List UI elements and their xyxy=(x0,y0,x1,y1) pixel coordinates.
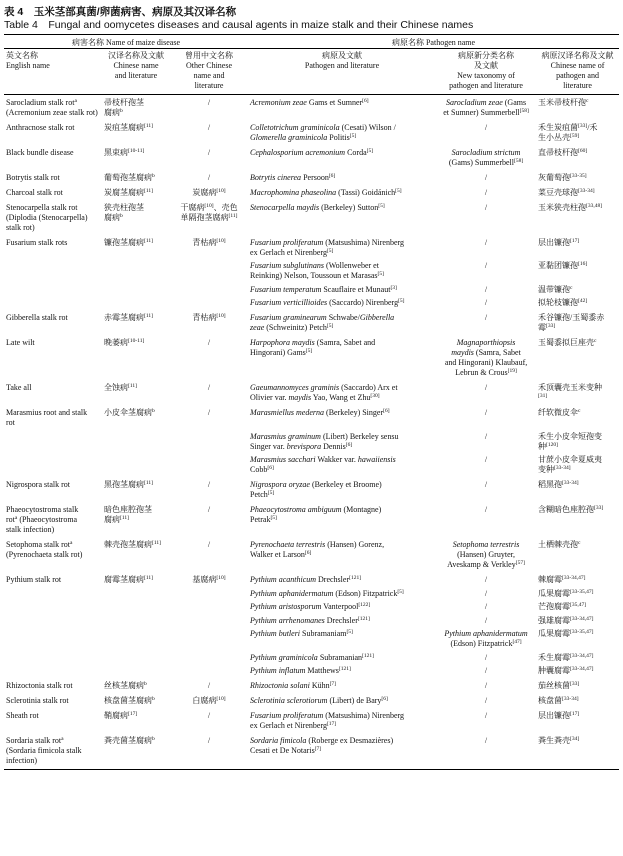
col-header-new-taxonomy: 病原新分类名称 及文献 New taxonomy of pathogen and literature xyxy=(436,49,536,95)
table-row xyxy=(4,709,619,734)
english-name-cell: Fusarium stalk rots xyxy=(6,237,68,247)
new-taxonomy-cell: / xyxy=(436,734,536,770)
new-taxonomy-cell: Pythium aphanidermatum (Edson) Fitzpatrick[47] xyxy=(444,629,528,648)
table-row xyxy=(4,297,619,311)
other-chinese-name-cell xyxy=(170,601,248,615)
table-row xyxy=(4,145,619,170)
table-row xyxy=(4,381,619,406)
other-chinese-name-cell: / xyxy=(207,338,211,347)
english-name-cell: Setophoma stalk rot$^a$ (Pyrenochaeta stalk rot) xyxy=(6,540,83,559)
other-chinese-name-cell: 白腐病[10] xyxy=(192,696,226,705)
pathogen-cell: Marasmius graminum (Libert) Berkeley sensu Singer var. brevispora Dennis[6] xyxy=(250,431,399,451)
other-chinese-name-cell: / xyxy=(207,122,211,132)
pathogen-chinese-name-cell: 纤软微皮伞$^c$ xyxy=(538,408,581,417)
table-row xyxy=(4,694,619,709)
table-row xyxy=(4,734,619,770)
pathogen-cell: Fusarium graminearum Schwabe/Gibberella zeae (Schweinitz) Petch[5] xyxy=(250,313,395,332)
pathogen-cell: Fusarium proliferatum (Matsushima) Nirenberg ex Gerlach et Nirenberg[17] xyxy=(250,711,405,730)
pathogen-cell: Acremonium zeae Gams et Sumner[6] xyxy=(250,97,369,107)
new-taxonomy-cell: / xyxy=(484,588,488,598)
chinese-name-cell xyxy=(102,588,170,602)
other-chinese-name-cell xyxy=(170,297,248,311)
new-taxonomy-cell: / xyxy=(484,615,488,625)
pathogen-chinese-name-cell: 禾生小皮伞短孢变 种[120] xyxy=(538,431,603,451)
pathogen-chinese-name-cell: 稻黑孢[33-34] xyxy=(538,480,579,489)
table-row xyxy=(4,185,619,200)
new-taxonomy-cell: / xyxy=(484,652,488,662)
pathogen-cell: Phaeocytostroma ambiguum (Montagne) Petrak[5] xyxy=(250,505,382,524)
pathogen-cell: Fusarium verticillioides (Saccardo) Nirenberg[5] xyxy=(250,298,405,307)
new-taxonomy-cell: / xyxy=(484,666,488,675)
new-taxonomy-cell: / xyxy=(484,408,488,417)
pathogen-chinese-name-cell: 瓜果腐霉[33-35,47] xyxy=(538,588,594,598)
new-taxonomy-cell: Sarocladium strictum (Gams) Summerbell[58] xyxy=(448,147,524,167)
english-name-cell: Gibberella stalk rot xyxy=(6,313,68,322)
chinese-name-cell: 葡萄孢茎腐病$^b$ xyxy=(104,172,155,182)
pathogen-chinese-name-cell: 灰葡萄孢[33-35] xyxy=(538,172,587,182)
pathogen-cell: Fusarium proliferatum (Matsushima) Nirenberg ex Gerlach et Nirenberg[5] xyxy=(250,237,405,257)
other-chinese-name-cell xyxy=(170,665,248,679)
other-chinese-name-cell xyxy=(170,260,248,284)
other-chinese-name-cell xyxy=(170,615,248,629)
chinese-name-cell: 赤霉茎腐病[11] xyxy=(104,313,153,322)
table-row xyxy=(4,95,619,121)
chinese-name-cell xyxy=(102,297,170,311)
chinese-name-cell: 晚萎病[10-11] xyxy=(104,338,145,347)
chinese-name-cell xyxy=(102,615,170,629)
english-name-cell: Sclerotinia stalk rot xyxy=(6,696,69,705)
new-taxonomy-cell: / xyxy=(484,383,488,392)
new-taxonomy-cell: / xyxy=(484,172,488,182)
pathogen-cell: Marasmiellus mederna (Berkeley) Singer[6] xyxy=(250,408,390,417)
chinese-name-cell xyxy=(102,652,170,666)
table-row xyxy=(4,503,619,538)
english-name-cell: Nigrospora stalk rot xyxy=(6,480,70,489)
new-taxonomy-cell: Magnaporthiopsis maydis (Samra, Sabet and Hingorani) Klaubauf, Lebrun & Crous[19] xyxy=(444,338,528,377)
new-taxonomy-cell: / xyxy=(484,575,488,584)
table-row xyxy=(4,652,619,666)
new-taxonomy-cell: / xyxy=(484,313,488,322)
chinese-name-cell: 棘壳孢茎腐病[11] xyxy=(104,540,161,549)
pathogen-chinese-name-cell: 拟轮枝镰孢[42] xyxy=(538,298,588,307)
pathogen-cell: Macrophomina phaseolina (Tassi) Goidánich[5] xyxy=(250,187,402,197)
other-chinese-name-cell xyxy=(170,431,248,455)
other-chinese-name-cell: 青枯病[10] xyxy=(192,237,226,247)
col-header-english-name: 英文名称 English name xyxy=(4,49,102,95)
col-header-other-chinese-name: 曾用中文名称 Other Chinese name and literature xyxy=(170,49,248,95)
chinese-name-cell: 狭壳柱孢茎 腐病$^b$ xyxy=(104,202,144,222)
pathogen-cell: Botrytis cinerea Persoon[6] xyxy=(250,172,336,182)
english-name-cell: Stenocarpella stalk rot (Diplodia (Stenocarpella) stalk rot) xyxy=(6,202,88,232)
chinese-name-cell: 核盘菌茎腐病$^b$ xyxy=(104,696,155,705)
pathogen-chinese-name-cell: 粪生粪壳[34] xyxy=(536,734,619,770)
pathogen-chinese-name-cell: 肿囊腐霉[33-34,47] xyxy=(538,666,594,675)
new-taxonomy-cell: Sarocladium zeae (Gams et Sumner) Summerbell[58] xyxy=(443,97,529,117)
table-title-chinese: 表 4 玉米茎部真菌/卵菌病害、病原及其汉译名称 xyxy=(4,6,237,18)
chinese-name-cell: 黑束病[10-11] xyxy=(104,147,145,157)
new-taxonomy-cell: / xyxy=(484,122,488,132)
new-taxonomy-cell: / xyxy=(484,681,488,690)
new-taxonomy-cell: / xyxy=(484,602,488,611)
new-taxonomy-cell: / xyxy=(484,187,488,197)
pathogen-chinese-name-cell: 土栖棘壳孢$^c$ xyxy=(538,540,581,549)
table-row xyxy=(4,665,619,679)
other-chinese-name-cell: / xyxy=(207,711,211,720)
pathogen-chinese-name-cell: 芒孢腐霉[35,47] xyxy=(538,602,587,611)
english-name-cell xyxy=(4,652,102,666)
new-taxonomy-cell: / xyxy=(484,505,488,514)
chinese-name-cell: 丝核茎腐病$^b$ xyxy=(104,681,147,690)
disease-group-header: 病害名称 Name of maize disease xyxy=(4,35,248,49)
english-name-cell xyxy=(4,601,102,615)
english-name-cell: Pythium stalk rot xyxy=(6,575,62,584)
chinese-name-cell: 腐霉茎腐病[11] xyxy=(104,575,153,584)
pathogen-chinese-name-cell: 核盘菌[33-34] xyxy=(538,696,579,705)
chinese-name-cell: 镰孢茎腐病[11] xyxy=(104,237,153,247)
new-taxonomy-cell: / xyxy=(484,480,488,489)
other-chinese-name-cell: / xyxy=(207,172,211,182)
chinese-name-cell: 帚枝杆孢茎 腐病$^b$ xyxy=(104,97,144,117)
table-row xyxy=(4,170,619,185)
pathogen-cell: Sordaria fimicola (Roberge ex Desmazières) Cesati et De Notaris[7] xyxy=(248,734,436,770)
pathogen-cell: Marasmius sacchari Wakker var. hawaiiensis Cobb[6] xyxy=(250,455,396,474)
table-row xyxy=(4,120,619,145)
other-chinese-name-cell: / xyxy=(207,540,211,549)
new-taxonomy-cell: / xyxy=(484,261,488,270)
other-chinese-name-cell: 青枯病[10] xyxy=(192,313,226,322)
table-row xyxy=(4,679,619,694)
pathogen-chinese-name-cell: 温带镰孢$^c$ xyxy=(538,284,573,294)
pathogen-cell: Fusarium subglutinans (Wollenweber et Reinking) Nelson, Toussoun et Marasas[5] xyxy=(250,261,384,280)
pathogen-cell: Nigrospora oryzae (Berkeley et Broome) Petch[5] xyxy=(250,480,382,499)
chinese-name-cell: 小皮伞茎腐病$^b$ xyxy=(104,408,155,417)
table-row xyxy=(4,573,619,588)
other-chinese-name-cell: 基腐病[10] xyxy=(192,575,226,584)
chinese-name-cell xyxy=(102,284,170,298)
english-name-cell xyxy=(4,284,102,298)
other-chinese-name-cell: / xyxy=(207,408,211,417)
pathogen-cell: Pythium arrhenomanes Drechsler[121] xyxy=(250,615,370,625)
other-chinese-name-cell xyxy=(170,628,248,652)
english-name-cell: Botrytis stalk rot xyxy=(6,172,60,182)
new-taxonomy-cell: / xyxy=(484,298,488,307)
chinese-name-cell xyxy=(102,628,170,652)
table-row xyxy=(4,588,619,602)
other-chinese-name-cell: / xyxy=(170,734,248,770)
chinese-name-cell: 黑孢茎腐病[11] xyxy=(104,480,153,489)
english-name-cell: Black bundle disease xyxy=(6,147,74,157)
pathogen-cell: Pythium butleri Subramaniam[5] xyxy=(250,629,353,638)
english-name-cell: Sheath rot xyxy=(6,711,39,720)
pathogen-cell: Gaeumannomyces graminis (Saccardo) Arx et Olivier var. maydis Yao, Wang et Zhu[30] xyxy=(250,383,398,402)
english-name-cell: Anthracnose stalk rot xyxy=(6,122,75,132)
col-header-pathogen-chinese-name: 病原汉译名称及文献 Chinese name of pathogen and literature xyxy=(536,49,619,95)
pathogen-cell: Stenocarpella maydis (Berkeley) Sutton[5] xyxy=(250,202,385,212)
new-taxonomy-cell: / xyxy=(484,237,488,247)
english-name-cell xyxy=(4,628,102,652)
table-title-english: Table 4 Fungal and oomycetes diseases and causal agents in maize stalk and their Chinese names xyxy=(4,19,474,31)
table-row xyxy=(4,601,619,615)
table-row xyxy=(4,538,619,573)
table-row xyxy=(4,454,619,478)
english-name-cell xyxy=(4,454,102,478)
english-name-cell: Take all xyxy=(6,383,32,392)
pathogen-chinese-name-cell: 禾生腐霉[33-34,47] xyxy=(538,652,594,662)
pathogen-cell: Rhizoctonia solani Kühn[7] xyxy=(250,681,337,690)
english-name-cell xyxy=(4,665,102,679)
table-row xyxy=(4,615,619,629)
pathogen-chinese-name-cell: 甘蔗小皮伞夏威夷 变种[33-34] xyxy=(538,455,603,474)
table-row xyxy=(4,235,619,260)
pathogen-cell: Pythium aristosporum Vanterpool[122] xyxy=(250,602,371,611)
chinese-name-cell xyxy=(102,454,170,478)
pathogen-cell: Cephalosporium acremonium Corda[5] xyxy=(250,147,374,157)
other-chinese-name-cell: / xyxy=(207,97,211,107)
english-name-cell: Rhizoctonia stalk rot xyxy=(6,681,73,690)
pathogen-chinese-name-cell: 禾生炭疽菌[33]/禾 生小丛壳[59] xyxy=(538,122,598,142)
pathogen-group-header: 病原名称 Pathogen name xyxy=(248,35,619,49)
chinese-name-cell: 暗色座腔孢茎 腐病[11] xyxy=(104,505,152,524)
pathogen-chinese-name-cell: 茄丝核菌[33] xyxy=(538,681,580,690)
new-taxonomy-cell: / xyxy=(484,202,488,212)
other-chinese-name-cell xyxy=(170,652,248,666)
pathogen-cell: Fusarium temperatum Scauflaire et Munaut[3] xyxy=(250,284,397,294)
pathogen-chinese-name-cell: 层出镰孢[17] xyxy=(538,237,580,247)
table-row xyxy=(4,200,619,235)
new-taxonomy-cell: / xyxy=(484,455,488,464)
pathogen-chinese-name-cell: 棘腐霉[33-34,47] xyxy=(538,575,586,584)
other-chinese-name-cell: / xyxy=(207,383,211,392)
table-body xyxy=(4,95,619,770)
other-chinese-name-cell: / xyxy=(207,681,211,690)
english-name-cell: Sarocladium stalk rot$^a$ (Acremonium zeae stalk rot) xyxy=(6,97,98,117)
pathogen-cell: Pythium aphanidermatum (Edson) Fitzpatrick[5] xyxy=(250,588,404,598)
table-row xyxy=(4,260,619,284)
other-chinese-name-cell: / xyxy=(207,480,211,489)
pathogen-chinese-name-cell: 禾顶囊壳玉米变种 [31] xyxy=(538,383,603,399)
english-name-cell: Charcoal stalk rot xyxy=(6,187,63,197)
english-name-cell xyxy=(4,431,102,455)
table-row xyxy=(4,478,619,503)
chinese-name-cell xyxy=(102,665,170,679)
table-row xyxy=(4,628,619,652)
other-chinese-name-cell: 炭腐病[10] xyxy=(192,187,226,197)
other-chinese-name-cell xyxy=(170,284,248,298)
col-header-chinese-name: 汉译名称及文献 Chinese name and literature xyxy=(102,49,170,95)
table-row xyxy=(4,336,619,381)
pathogen-chinese-name-cell: 禾谷镰孢/玉蜀黍赤 霉[33] xyxy=(538,313,605,332)
pathogen-chinese-name-cell: 玉米狭壳柱孢[33,48] xyxy=(538,202,603,212)
pathogen-cell: Harpophora maydis (Samra, Sabet and Hingorani) Gams[5] xyxy=(250,338,376,357)
chinese-name-cell: 鞘腐病[17] xyxy=(104,711,138,720)
chinese-name-cell: 炭疽茎腐病[11] xyxy=(104,122,153,132)
english-name-cell: Phaeocytostroma stalk rot$^a$ (Phaeocytostroma stalk infection) xyxy=(6,505,79,534)
chinese-name-cell: 炭腐茎腐病[11] xyxy=(104,187,153,197)
english-name-cell: Late wilt xyxy=(6,338,35,347)
pathogen-chinese-name-cell: 玉米帚枝杆孢$^c$ xyxy=(538,97,589,107)
pathogen-chinese-name-cell: 层出镰孢[17] xyxy=(538,711,580,720)
english-name-cell xyxy=(4,615,102,629)
english-name-cell: Marasmius root and stalk rot xyxy=(6,408,88,427)
other-chinese-name-cell: / xyxy=(207,505,211,514)
pathogen-cell: Pyrenochaeta terrestris (Hansen) Gorenz, Walker et Larson[6] xyxy=(250,540,385,559)
disease-table xyxy=(4,34,619,770)
table-row xyxy=(4,284,619,298)
other-chinese-name-cell xyxy=(170,588,248,602)
english-name-cell xyxy=(4,297,102,311)
new-taxonomy-cell: / xyxy=(484,284,488,294)
english-name-cell xyxy=(4,260,102,284)
other-chinese-name-cell: / xyxy=(207,147,211,157)
english-name-cell: Sordaria stalk rot$^a$ (Sordaria fimicola stalk infection) xyxy=(4,734,102,770)
pathogen-chinese-name-cell: 直帚枝杆孢[60] xyxy=(538,147,588,157)
chinese-name-cell: 全蚀病[11] xyxy=(104,383,137,392)
new-taxonomy-cell: / xyxy=(484,711,488,720)
pathogen-chinese-name-cell: 玉蜀黍拟巨座壳$^c$ xyxy=(538,338,597,347)
chinese-name-cell: 粪壳菌茎腐病$^b$ xyxy=(102,734,170,770)
table-row xyxy=(4,406,619,431)
col-header-pathogen: 病原及文献 Pathogen and literature xyxy=(248,49,436,95)
new-taxonomy-cell: / xyxy=(484,696,488,705)
chinese-name-cell xyxy=(102,601,170,615)
table-row xyxy=(4,431,619,455)
pathogen-chinese-name-cell: 含糊暗色座腔孢[33] xyxy=(538,505,604,514)
pathogen-cell: Pythium acanthicum Drechsler[121] xyxy=(250,575,362,584)
pathogen-chinese-name-cell: 瓜果腐霉[33-35,47] xyxy=(538,629,594,638)
table-row xyxy=(4,311,619,336)
pathogen-cell: Colletotrichum graminicola (Cesati) Wilson / Glomerella graminicola Politis[5] xyxy=(250,122,396,142)
pathogen-chinese-name-cell: 亚黏团镰孢[16] xyxy=(538,261,588,270)
pathogen-chinese-name-cell: 菜豆壳球孢[33-34] xyxy=(538,187,595,197)
chinese-name-cell xyxy=(102,260,170,284)
english-name-cell xyxy=(4,588,102,602)
pathogen-cell: Pythium inflatum Matthews[121] xyxy=(250,666,351,675)
pathogen-chinese-name-cell: 强雄腐霉[33-34,47] xyxy=(538,615,594,625)
chinese-name-cell xyxy=(102,431,170,455)
pathogen-cell: Pythium graminicola Subramanian[121] xyxy=(250,652,374,662)
pathogen-cell: Sclerotinia sclerotiorum (Libert) de Bary[6] xyxy=(250,696,388,705)
other-chinese-name-cell xyxy=(170,454,248,478)
new-taxonomy-cell: Setophoma terrestris (Hansen) Gruyter, Aveskamp & Verkley[57] xyxy=(447,540,525,569)
new-taxonomy-cell: / xyxy=(484,431,488,441)
other-chinese-name-cell: 干腐病[10]、壳色 单隔孢茎腐病[11] xyxy=(180,202,238,222)
